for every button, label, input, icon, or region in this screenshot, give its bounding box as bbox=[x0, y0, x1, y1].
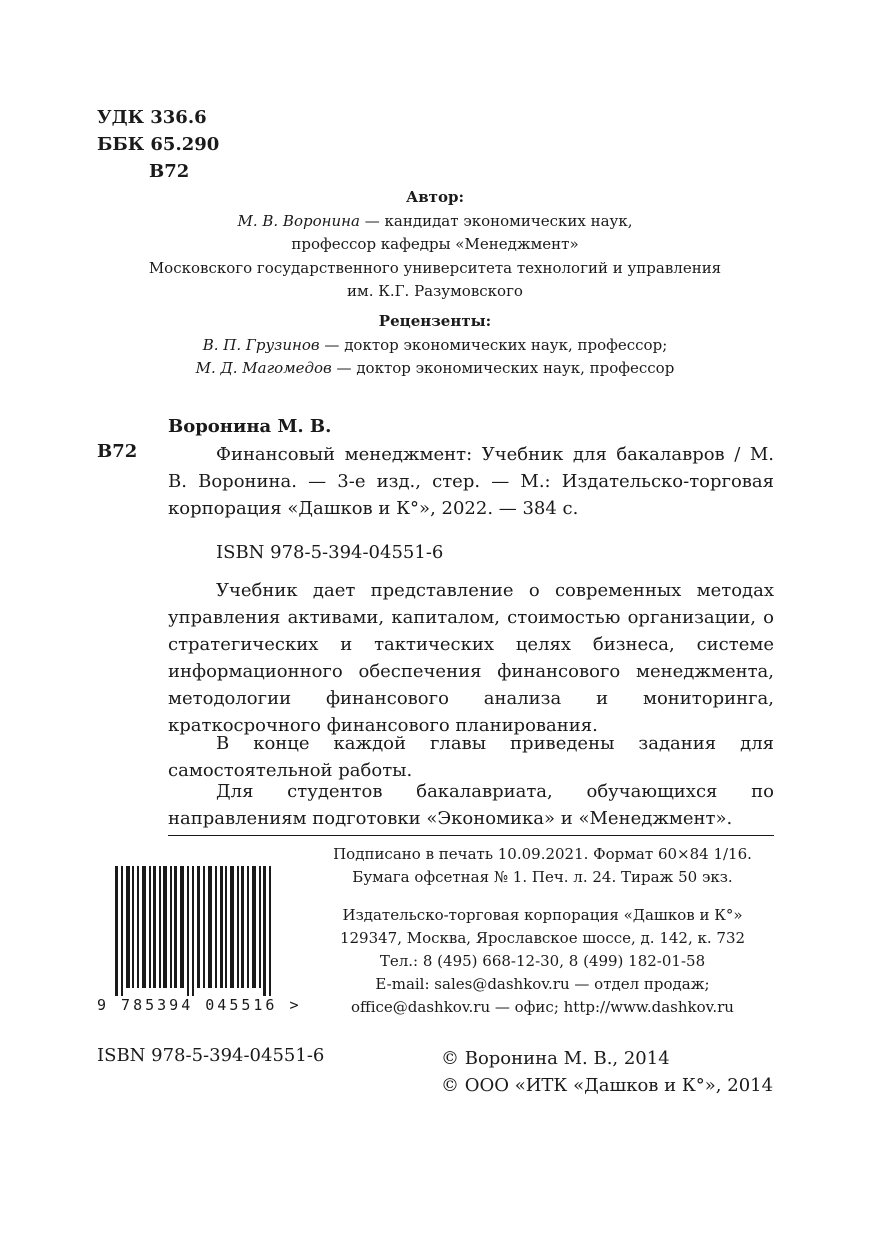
author-line-1 bbox=[90, 210, 780, 234]
reviewers-section bbox=[90, 310, 780, 381]
paper-line: Бумага офсетная № 1. Печ. л. 24. Тираж 50 экз. bbox=[352, 868, 733, 886]
barcode-digits: 9 785394 045516 > bbox=[97, 996, 302, 1014]
main-author: Воронина М. В. bbox=[168, 416, 332, 437]
annotation-paragraph-1: Учебник дает представление о современных методах управления активами, капиталом, стоимостью организации, о стратегических и тактических целях бизнеса, системе информационного обеспечения финансового менеджмента, методологии финансового анализа и мониторинга, краткосрочного финансового планирования. bbox=[168, 580, 774, 736]
isbn-main: ISBN 978-5-394-04551-6 bbox=[216, 542, 444, 563]
annotation-paragraph-2: В конце каждой главы приведены задания для самостоятельной работы. bbox=[168, 733, 774, 781]
author-heading: Автор: bbox=[406, 188, 464, 206]
reviewer-line bbox=[90, 357, 780, 381]
publisher-line: Издательско-торговая корпорация «Дашков и К°» bbox=[342, 906, 743, 924]
phone-line: Тел.: 8 (495) 668-12-30, 8 (499) 182-01-58 bbox=[379, 952, 706, 970]
author-line-4: им. К.Г. Разумовского bbox=[347, 282, 523, 300]
author-degree: — кандидат экономических наук, bbox=[359, 211, 633, 230]
udk-code: УДК 336.6 bbox=[97, 107, 207, 128]
author-mark: В72 bbox=[149, 161, 190, 182]
reviewers-heading: Рецензенты: bbox=[378, 312, 492, 330]
copyright-block bbox=[441, 1045, 773, 1099]
author-line-2: профессор кафедры «Менеджмент» bbox=[291, 235, 579, 253]
reviewer-name: М. Д. Магомедов bbox=[195, 359, 332, 377]
barcode-icon bbox=[97, 866, 293, 996]
bbk-code: ББК 65.290 bbox=[97, 134, 220, 155]
author-name: М. В. Воронина bbox=[237, 211, 360, 230]
email-sales-line: E-mail: sales@dashkov.ru — отдел продаж; bbox=[375, 975, 710, 993]
reviewer-line bbox=[90, 334, 780, 358]
email-office-line: office@dashkov.ru — офис; http://www.dashkov.ru bbox=[351, 998, 734, 1016]
reviewer-desc: — доктор экономических наук, профессор bbox=[331, 359, 675, 377]
reviewer-desc: — доктор экономических наук, профессор; bbox=[319, 335, 668, 354]
classification-codes bbox=[97, 104, 219, 185]
signed-line: Подписано в печать 10.09.2021. Формат 60×84 1/16. bbox=[333, 845, 752, 863]
divider bbox=[168, 835, 774, 836]
author-section bbox=[90, 186, 780, 304]
bibliographic-description: Финансовый менеджмент: Учебник для бакалавров / М. В. Воронина. — 3-е изд., стер. — М.: Издательско-торговая корпорация «Дашков и К°», 2022. — 384 с. bbox=[168, 444, 774, 519]
copyright-author: © Воронина М. В., 2014 bbox=[441, 1048, 670, 1069]
publication-info bbox=[305, 843, 780, 1019]
footer-isbn: ISBN 978-5-394-04551-6 bbox=[97, 1045, 325, 1066]
author-line-3: Московского государственного университета технологий и управления bbox=[148, 258, 722, 277]
reviewer-name: В. П. Грузинов bbox=[202, 335, 320, 354]
copyright-publisher: © ООО «ИТК «Дашков и К°», 2014 bbox=[441, 1075, 774, 1096]
annotation-paragraph-3: Для студентов бакалавриата, обучающихся по направлениям подготовки «Экономика» и «Менеджмент». bbox=[168, 781, 774, 829]
address-line: 129347, Москва, Ярославское шоссе, д. 142, к. 732 bbox=[339, 929, 746, 947]
author-mark-left: В72 bbox=[97, 441, 138, 462]
